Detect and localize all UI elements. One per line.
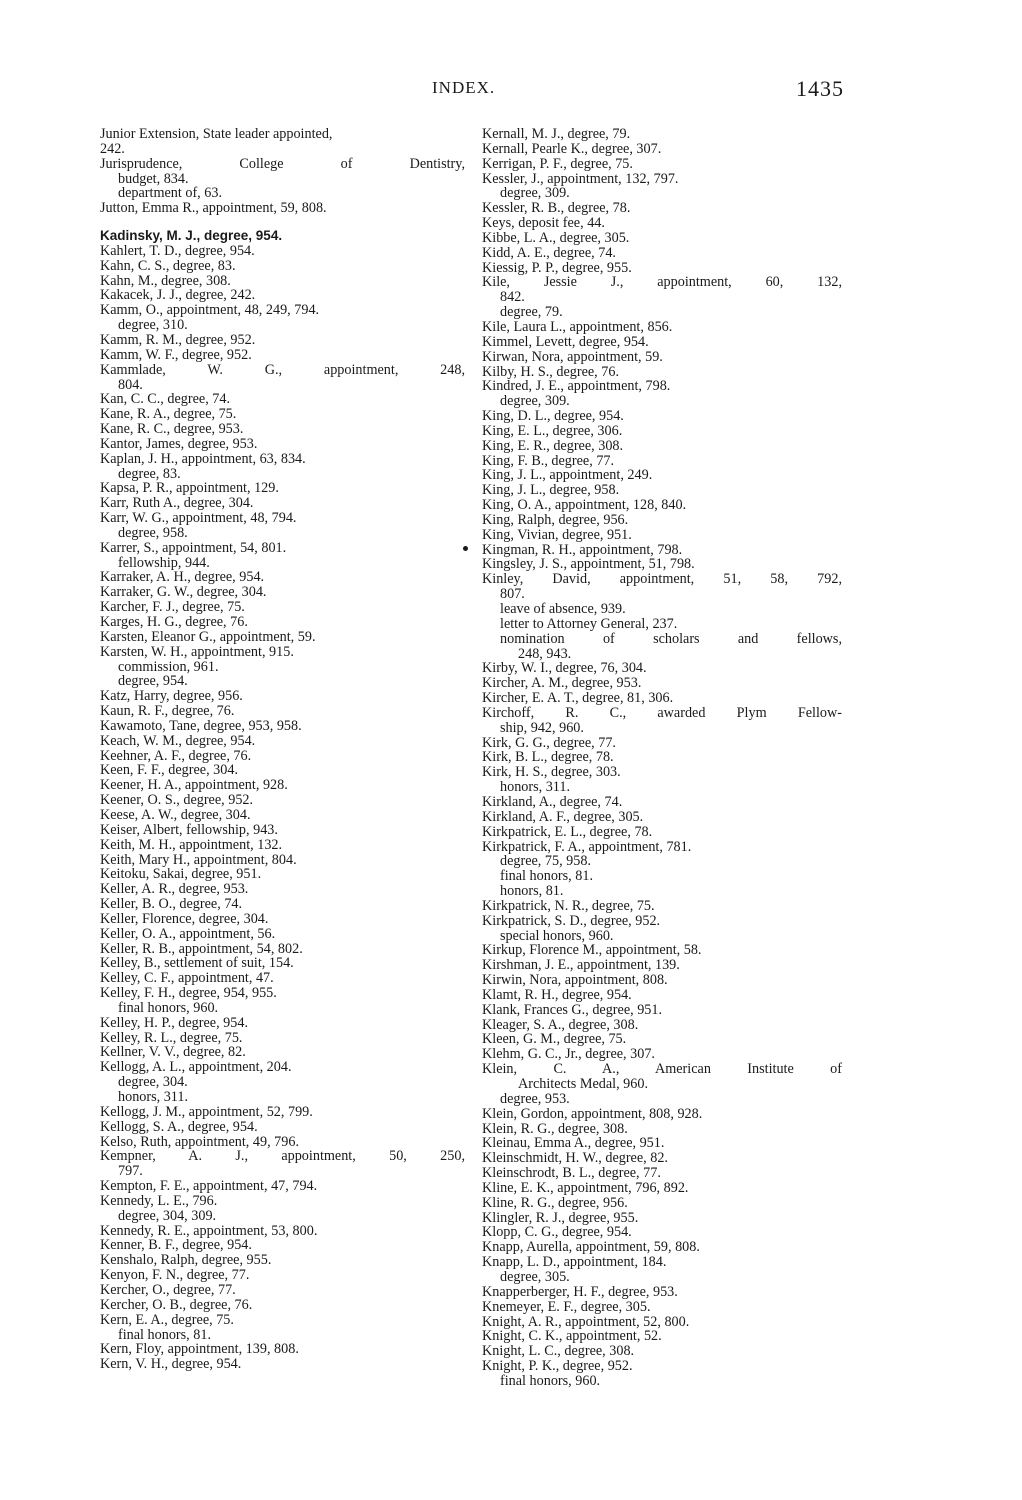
index-entry: Kirkland, A., degree, 74.	[482, 793, 623, 810]
index-entry: Keitoku, Sakai, degree, 951.	[100, 866, 262, 883]
index-entry: Kercher, O. B., degree, 76.	[100, 1296, 253, 1313]
index-entry: Keith, Mary H., appointment, 804.	[100, 851, 297, 868]
index-entry: Karges, H. G., degree, 76.	[100, 614, 248, 630]
index-entry: Keller, Florence, degree, 304.	[100, 910, 269, 927]
index-entry: Karraker, A. H., degree, 954.	[100, 569, 265, 586]
index-entry: Kennedy, R. E., appointment, 53, 800.	[100, 1222, 318, 1239]
index-entry: Kirby, W. I., degree, 76, 304.	[482, 660, 647, 677]
index-entry: Kessler, R. B., degree, 78.	[482, 200, 631, 217]
index-entry: Karr, Ruth A., degree, 304.	[100, 495, 254, 512]
page-header	[0, 78, 1022, 108]
index-entry: Keehner, A. F., degree, 76.	[100, 747, 252, 764]
index-entry: Karr, W. G., appointment, 48, 794.	[100, 510, 297, 527]
index-entry: Kelley, F. H., degree, 954, 955.	[100, 985, 277, 1002]
index-entry: degree, 304, 309.	[118, 1207, 217, 1224]
index-entry: degree, 954.	[118, 673, 188, 690]
index-entry: final honors, 960.	[500, 1372, 601, 1389]
index-entry: Keener, H. A., appointment, 928.	[100, 777, 288, 794]
index-entry: Klein, C. A., American Institute of	[482, 1061, 842, 1078]
index-entry: Keller, B. O., degree, 74.	[100, 896, 243, 913]
index-entry: Kirk, H. S., degree, 303.	[482, 764, 621, 781]
index-entry: Kernall, M. J., degree, 79.	[482, 126, 631, 142]
index-entry: Kleen, G. M., degree, 75.	[482, 1031, 627, 1048]
index-entry: Knight, L. C., degree, 308.	[482, 1343, 635, 1360]
index-entry: Kirchoff, R. C., awarded Plym Fellow-	[482, 704, 842, 721]
index-entry: Kirkup, Florence M., appointment, 58.	[482, 942, 702, 959]
index-entry: Kahlert, T. D., degree, 954.	[100, 242, 255, 259]
index-entry: Kline, R. G., degree, 956.	[482, 1194, 628, 1211]
index-entry: commission, 961.	[118, 658, 219, 675]
index-entry: Junior Extension, State leader appointed,	[100, 126, 333, 142]
running-title: INDEX.	[432, 78, 496, 97]
bullet-mark	[463, 546, 468, 551]
index-entry: Kirkpatrick, N. R., degree, 75.	[482, 897, 655, 914]
index-entry: Klehm, G. C., Jr., degree, 307.	[482, 1046, 655, 1063]
index-entry: Katz, Harry, degree, 956.	[100, 688, 243, 705]
index-entry: Keener, O. S., degree, 952.	[100, 792, 254, 809]
index-entry: Karcher, F. J., degree, 75.	[100, 599, 245, 616]
index-entry: Kan, C. C., degree, 74.	[100, 391, 231, 408]
index-entry: Kempner, A. J., appointment, 50, 250,	[100, 1148, 465, 1165]
index-entry: Kerrigan, P. F., degree, 75.	[482, 155, 633, 172]
index-entry: degree, 304.	[118, 1074, 188, 1091]
index-entry: Knight, A. R., appointment, 52, 800.	[482, 1313, 690, 1330]
index-entry: honors, 311.	[118, 1089, 189, 1105]
index-entry: Kenshalo, Ralph, degree, 955.	[100, 1252, 272, 1269]
index-entry: Kirwin, Nora, appointment, 808.	[482, 972, 668, 989]
index-entry: Kelso, Ruth, appointment, 49, 796.	[100, 1133, 300, 1150]
index-column-right	[482, 127, 842, 1389]
index-entry: Karrer, S., appointment, 54, 801.	[100, 539, 287, 556]
index-entry: Karsten, W. H., appointment, 915.	[100, 643, 294, 660]
index-entry: Keach, W. M., degree, 954.	[100, 732, 256, 749]
index-entry: Kingsley, J. S., appointment, 51, 798.	[482, 556, 695, 573]
index-entry: Klingler, R. J., degree, 955.	[482, 1209, 639, 1226]
index-entry: Kempton, F. E., appointment, 47, 794.	[100, 1178, 318, 1195]
index-entry: Knapp, Aurella, appointment, 59, 808.	[482, 1239, 700, 1256]
index-entry: Kelley, B., settlement of suit, 154.	[100, 955, 294, 972]
index-entry: Kirk, G. G., degree, 77.	[482, 734, 616, 751]
index-entry: degree, 75, 958.	[500, 853, 592, 870]
index-entry: budget, 834.	[118, 170, 189, 187]
index-entry: Kennedy, L. E., 796.	[100, 1192, 218, 1209]
index-entry: Keen, F. F., degree, 304.	[100, 762, 238, 779]
index-entry: Jurisprudence, College of Dentistry,	[100, 155, 465, 172]
index-entry: Kenner, B. F., degree, 954.	[100, 1237, 252, 1254]
index-entry: degree, 310.	[118, 317, 188, 334]
index-entry: Kakacek, J. J., degree, 242.	[100, 287, 256, 304]
index-entry: Kelley, C. F., appointment, 47.	[100, 970, 274, 987]
index-entry: King, E. L., degree, 306.	[482, 422, 623, 439]
index-entry: Kamm, R. M., degree, 952.	[100, 331, 256, 348]
index-entry: Kaplan, J. H., appointment, 63, 834.	[100, 450, 306, 467]
index-entry: Kircher, E. A. T., degree, 81, 306.	[482, 690, 674, 707]
index-entry: Kirkland, A. F., degree, 305.	[482, 808, 644, 825]
index-entry: degree, 953.	[500, 1090, 570, 1107]
index-entry: Kern, Floy, appointment, 139, 808.	[100, 1341, 299, 1358]
index-entry: Knemeyer, E. F., degree, 305.	[482, 1298, 651, 1315]
index-entry: Kessler, J., appointment, 132, 797.	[482, 170, 679, 187]
index-entry: Kelley, R. L., degree, 75.	[100, 1029, 243, 1046]
index-entry: King, E. R., degree, 308.	[482, 437, 624, 454]
index-entry: Kelley, H. P., degree, 954.	[100, 1014, 249, 1031]
index-entry: Kirkpatrick, F. A., appointment, 781.	[482, 838, 692, 855]
index-entry: 807.	[500, 586, 525, 603]
index-entry: ship, 942, 960.	[500, 719, 584, 736]
index-entry: final honors, 81.	[500, 868, 593, 885]
index-entry: Kile, Jessie J., appointment, 60, 132,	[482, 274, 842, 291]
index-entry: Klein, R. G., degree, 308.	[482, 1120, 628, 1137]
index-entry: Kellner, V. V., degree, 82.	[100, 1044, 246, 1061]
index-entry: Knight, P. K., degree, 952.	[482, 1358, 633, 1375]
index-entry: Klopp, C. G., degree, 954.	[482, 1224, 632, 1241]
index-column-left	[100, 127, 465, 1372]
index-entry: Keese, A. W., degree, 304.	[100, 806, 251, 823]
index-entry: Knight, C. K., appointment, 52.	[482, 1328, 662, 1345]
index-entry: Kellogg, A. L., appointment, 204.	[100, 1059, 292, 1076]
index-entry: Keith, M. H., appointment, 132.	[100, 836, 283, 853]
index-entry: Kern, E. A., degree, 75.	[100, 1311, 234, 1328]
index-entry: Kern, V. H., degree, 954.	[100, 1356, 242, 1373]
index-entry: nomination of scholars and fellows,	[500, 630, 842, 647]
index-entry: Keiser, Albert, fellowship, 943.	[100, 821, 278, 838]
index-entry: Kercher, O., degree, 77.	[100, 1281, 236, 1298]
index-entry: Kamm, W. F., degree, 952.	[100, 346, 252, 363]
index-entry: degree, 309.	[500, 393, 570, 410]
index-entry: Kirkpatrick, S. D., degree, 952.	[482, 912, 661, 929]
index-entry: Kirshman, J. E., appointment, 139.	[482, 957, 680, 974]
index-entry: King, Vivian, degree, 951.	[482, 526, 632, 543]
index-entry: Kawamoto, Tane, degree, 953, 958.	[100, 717, 302, 734]
index-entry: King, J. L., degree, 958.	[482, 482, 620, 499]
index-entry: Kile, Laura L., appointment, 856.	[482, 318, 673, 335]
index-entry: Kadinsky, M. J., degree, 954.	[100, 228, 283, 244]
index-entry: Kindred, J. E., appointment, 798.	[482, 378, 671, 395]
index-entry: Architects Medal, 960.	[518, 1076, 649, 1092]
index-entry: Klamt, R. H., degree, 954.	[482, 986, 632, 1003]
index-entry: Kapsa, P. R., appointment, 129.	[100, 480, 279, 497]
index-entry: degree, 79.	[500, 304, 563, 321]
index-entry: Kirk, B. L., degree, 78.	[482, 749, 614, 766]
index-entry: Kleinschrodt, B. L., degree, 77.	[482, 1165, 661, 1182]
index-entry: Kinley, David, appointment, 51, 58, 792,	[482, 571, 842, 588]
index-entry: Knapperberger, H. F., degree, 953.	[482, 1283, 678, 1300]
index-entry: Kircher, A. M., degree, 953.	[482, 675, 642, 692]
index-entry: Keller, O. A., appointment, 56.	[100, 925, 276, 942]
index-entry: Kahn, M., degree, 308.	[100, 272, 231, 289]
index-entry: 242.	[100, 140, 125, 157]
index-entry: Jutton, Emma R., appointment, 59, 808.	[100, 200, 327, 217]
index-entry: fellowship, 944.	[118, 554, 210, 571]
index-entry: Kingman, R. H., appointment, 798.	[482, 541, 683, 558]
index-entry: Kellogg, S. A., degree, 954.	[100, 1118, 258, 1135]
index-entry: Kimmel, Levett, degree, 954.	[482, 333, 649, 350]
index-entry: King, F. B., degree, 77.	[482, 452, 615, 469]
index-entry: King, D. L., degree, 954.	[482, 408, 624, 425]
index-entry: Klein, Gordon, appointment, 808, 928.	[482, 1105, 703, 1122]
index-entry: Kernall, Pearle K., degree, 307.	[482, 140, 662, 157]
index-entry: King, O. A., appointment, 128, 840.	[482, 497, 687, 514]
index-entry: Kellogg, J. M., appointment, 52, 799.	[100, 1103, 313, 1120]
index-entry: Klank, Frances G., degree, 951.	[482, 1001, 663, 1018]
index-entry: Kleinschmidt, H. W., degree, 82.	[482, 1150, 668, 1167]
index-entry: Kilby, H. S., degree, 76.	[482, 363, 619, 380]
page-number: 1435	[796, 76, 844, 101]
index-entry: final honors, 81.	[118, 1326, 211, 1343]
index-entry: Kirkpatrick, E. L., degree, 78.	[482, 823, 653, 840]
index-entry: Kaun, R. F., degree, 76.	[100, 703, 235, 720]
index-entry: degree, 309.	[500, 185, 570, 202]
index-entry: final honors, 960.	[118, 999, 219, 1016]
index-entry: 248, 943.	[518, 645, 572, 662]
index-entry: King, Ralph, degree, 956.	[482, 511, 629, 528]
index-entry: degree, 958.	[118, 524, 188, 541]
index-entry: Kane, R. A., degree, 75.	[100, 406, 237, 423]
index-entry: Kamm, O., appointment, 48, 249, 794.	[100, 302, 320, 319]
index-entry: Kline, E. K., appointment, 796, 892.	[482, 1179, 689, 1196]
index-entry: Kidd, A. E., degree, 74.	[482, 244, 616, 261]
index-entry: 842.	[500, 289, 525, 306]
index-entry: King, J. L., appointment, 249.	[482, 467, 653, 484]
index-entry: letter to Attorney General, 237.	[500, 615, 678, 632]
index-entry: special honors, 960.	[500, 927, 614, 944]
index-entry: Keller, A. R., degree, 953.	[100, 881, 249, 898]
index-entry: 804.	[118, 376, 143, 393]
index-entry: Kleager, S. A., degree, 308.	[482, 1016, 639, 1033]
index-entry: degree, 83.	[118, 465, 181, 482]
index-entry: 797.	[118, 1163, 143, 1180]
index-entry: Kibbe, L. A., degree, 305.	[482, 229, 630, 246]
index-entry: Kenyon, F. N., degree, 77.	[100, 1267, 250, 1284]
index-entry: Kammlade, W. G., appointment, 248,	[100, 361, 465, 378]
index-entry: Kleinau, Emma A., degree, 951.	[482, 1135, 665, 1152]
index-entry: Kahn, C. S., degree, 83.	[100, 257, 236, 274]
index-entry: Knapp, L. D., appointment, 184.	[482, 1254, 667, 1271]
index-entry: department of, 63.	[118, 185, 223, 202]
index-entry: Kantor, James, degree, 953.	[100, 435, 258, 452]
index-entry: degree, 305.	[500, 1268, 570, 1285]
index-entry: Keys, deposit fee, 44.	[482, 215, 605, 232]
index-entry: Kiessig, P. P., degree, 955.	[482, 259, 632, 276]
index-entry: Kirwan, Nora, appointment, 59.	[482, 348, 663, 365]
index-entry: Kane, R. C., degree, 953.	[100, 421, 244, 438]
index-entry: honors, 311.	[500, 779, 571, 796]
index-entry: leave of absence, 939.	[500, 601, 626, 617]
index-entry: Keller, R. B., appointment, 54, 802.	[100, 940, 303, 957]
index-entry: honors, 81.	[500, 883, 564, 900]
index-entry: Karsten, Eleanor G., appointment, 59.	[100, 628, 316, 645]
index-entry: Karraker, G. W., degree, 304.	[100, 584, 267, 601]
